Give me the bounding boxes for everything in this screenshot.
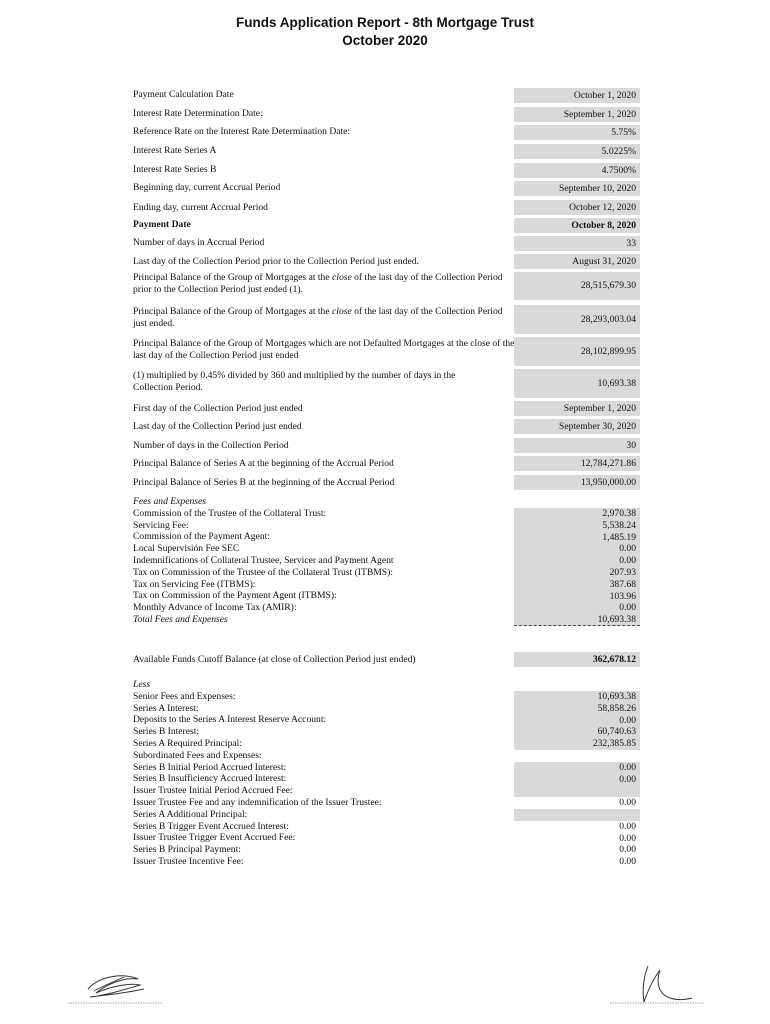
less-value: 0.00	[619, 856, 636, 868]
row-label: Interest Rate Series B	[133, 164, 217, 175]
fees-labels	[133, 496, 515, 626]
less-value: 0.00	[514, 715, 640, 727]
less-label: Series B Interest:	[133, 726, 200, 738]
less-label: Series B Initial Period Accrued Interest:	[133, 761, 287, 773]
row-value: 5.75%	[514, 125, 640, 140]
row-label: Last day of the Collection Period just ended	[133, 421, 302, 432]
fee-label: Indemnifications of Collateral Trustee, Servicer and Payment Agent	[133, 554, 394, 566]
less-value: 0.00	[619, 844, 636, 856]
available-funds-value: 362,678.12	[514, 652, 640, 667]
less-label: Series A Additional Principal:	[133, 808, 248, 820]
fees-heading: Fees and Expenses	[133, 496, 206, 507]
fee-value: 207.93	[609, 566, 636, 578]
row-value: 28,102,899.95	[514, 337, 640, 366]
less-label: Senior Fees and Expenses:	[133, 690, 236, 702]
row-label: Number of days in Accrual Period	[133, 237, 265, 248]
row-value: 28,293,003.04	[514, 305, 640, 334]
row-value: 33	[514, 236, 640, 251]
row-label: Principal Balance of the Group of Mortgages at the close of the last day of the Collection Period prior to the Collection Period just ended (1).	[133, 272, 503, 295]
less-value: 58,858.26	[514, 703, 640, 715]
fees-total-value: 10,693.38	[597, 614, 636, 626]
less-label: Series A Interest:	[133, 702, 199, 714]
row-label: Number of days in the Collection Period	[133, 440, 289, 451]
fee-label: Monthly Advance of Income Tax (AMIR):	[133, 602, 297, 614]
signature-left	[66, 965, 166, 1010]
report-title: Funds Application Report - 8th Mortgage Trust	[236, 15, 534, 30]
less-label: Issuer Trustee Trigger Event Accrued Fee:	[133, 832, 296, 844]
fee-value: 0.00	[619, 555, 636, 567]
row-label: Interest Rate Determination Date:	[133, 108, 263, 119]
fee-label: Servicing Fee:	[133, 519, 189, 531]
row-label: Reference Rate on the Interest Rate Determination Date:	[133, 126, 351, 137]
row-value: September 30, 2020	[514, 419, 640, 434]
less-value: 10,693.38	[514, 691, 640, 703]
less-label: Issuer Trustee Incentive Fee:	[133, 855, 244, 867]
row-value: 13,950,000.00	[514, 475, 640, 490]
fee-value: 103.96	[609, 590, 636, 602]
available-funds-label: Available Funds Cutoff Balance (at close of Collection Period just ended)	[133, 654, 416, 665]
row-value: 30	[514, 438, 640, 453]
fees-total-label: Total Fees and Expenses	[133, 613, 228, 625]
fee-value: 1,485.19	[602, 531, 636, 543]
row-value: 10,693.38	[514, 369, 640, 398]
row-value: 12,784,271.86	[514, 456, 640, 471]
less-value	[514, 809, 640, 821]
fee-value: 0.00	[619, 543, 636, 555]
fee-value: 5,538.24	[602, 519, 636, 531]
less-labels	[133, 679, 515, 868]
total-divider	[514, 625, 640, 626]
less-value: 232,385.85	[514, 738, 640, 750]
fee-label: Commission of the Payment Agent:	[133, 531, 270, 543]
fee-label: Commission of the Trustee of the Collateral Trust:	[133, 507, 327, 519]
row-value: September 10, 2020	[514, 181, 640, 196]
row-value: October 1, 2020	[514, 88, 640, 103]
less-label: Issuer Trustee Initial Period Accrued Fee:	[133, 785, 293, 797]
fee-label: Local Supervisión Fee SEC	[133, 543, 240, 555]
less-heading: Less	[133, 679, 151, 690]
less-value: 60,740.63	[514, 726, 640, 738]
row-label: Interest Rate Series A	[133, 145, 217, 156]
row-value: 5.0225%	[514, 144, 640, 159]
less-value: 0.00	[619, 820, 636, 832]
less-label: Series B Insufficiency Accrued Interest:	[133, 773, 287, 785]
row-label: Principal Balance of the Group of Mortgages at the close of the last day of the Collection Period just ended.	[133, 306, 503, 329]
row-label: (1) multiplied by 0.45% divided by 360 and multiplied by the number of days in the Collection Period.	[133, 370, 456, 393]
fee-value: 2,970.38	[602, 508, 636, 519]
fee-label: Tax on Commission of the Payment Agent (ITBMS):	[133, 590, 337, 602]
less-value	[514, 750, 640, 762]
row-value: September 1, 2020	[514, 401, 640, 416]
row-label: Principal Balance of the Group of Mortgages which are not Defaulted Mortgages at the close of the last day of the Collection Period just ended	[133, 338, 515, 361]
row-value: 4.7500%	[514, 163, 640, 178]
less-value: 0.00	[619, 832, 636, 844]
fee-value: 0.00	[619, 602, 636, 614]
fees-values	[514, 508, 640, 626]
less-label: Deposits to the Series A Interest Reserve Account:	[133, 714, 327, 726]
row-value: August 31, 2020	[514, 254, 640, 269]
less-label: Series B Principal Payment:	[133, 844, 241, 856]
row-label: Ending day, current Accrual Period	[133, 202, 268, 213]
row-label: Beginning day, current Accrual Period	[133, 182, 281, 193]
less-value: 0.00	[619, 797, 636, 809]
report-period: October 2020	[342, 33, 428, 48]
less-value: 0.00	[514, 774, 640, 786]
row-label: Principal Balance of Series A at the beginning of the Accrual Period	[133, 458, 394, 469]
fee-value: 387.68	[609, 578, 636, 590]
row-value: September 1, 2020	[514, 107, 640, 122]
signature-right	[608, 960, 708, 1010]
less-label: Series A Required Principal:	[133, 737, 242, 749]
payment-date-label: Payment Date	[133, 219, 191, 230]
less-value	[514, 785, 640, 797]
less-label: Series B Trigger Event Accrued Interest:	[133, 820, 289, 832]
row-value: October 12, 2020	[514, 200, 640, 215]
row-label: Last day of the Collection Period prior to the Collection Period just ended.	[133, 256, 419, 267]
less-label: Issuer Trustee Fee and any indemnification of the Issuer Trustee:	[133, 796, 382, 808]
row-label: First day of the Collection Period just ended	[133, 403, 303, 414]
row-value: 28,515,679.30	[514, 272, 640, 300]
less-value: 0.00	[514, 762, 640, 774]
fee-label: Tax on Servicing Fee (ITBMS):	[133, 578, 256, 590]
payment-date-value: October 8, 2020	[514, 218, 640, 233]
less-values	[514, 691, 640, 868]
less-label: Subordinated Fees and Expenses:	[133, 749, 262, 761]
fee-label: Tax on Commission of the Trustee of the Collateral Trust (ITBMS):	[133, 566, 393, 578]
row-label: Payment Calculation Date	[133, 89, 234, 100]
row-label: Principal Balance of Series B at the beginning of the Accrual Period	[133, 477, 395, 488]
